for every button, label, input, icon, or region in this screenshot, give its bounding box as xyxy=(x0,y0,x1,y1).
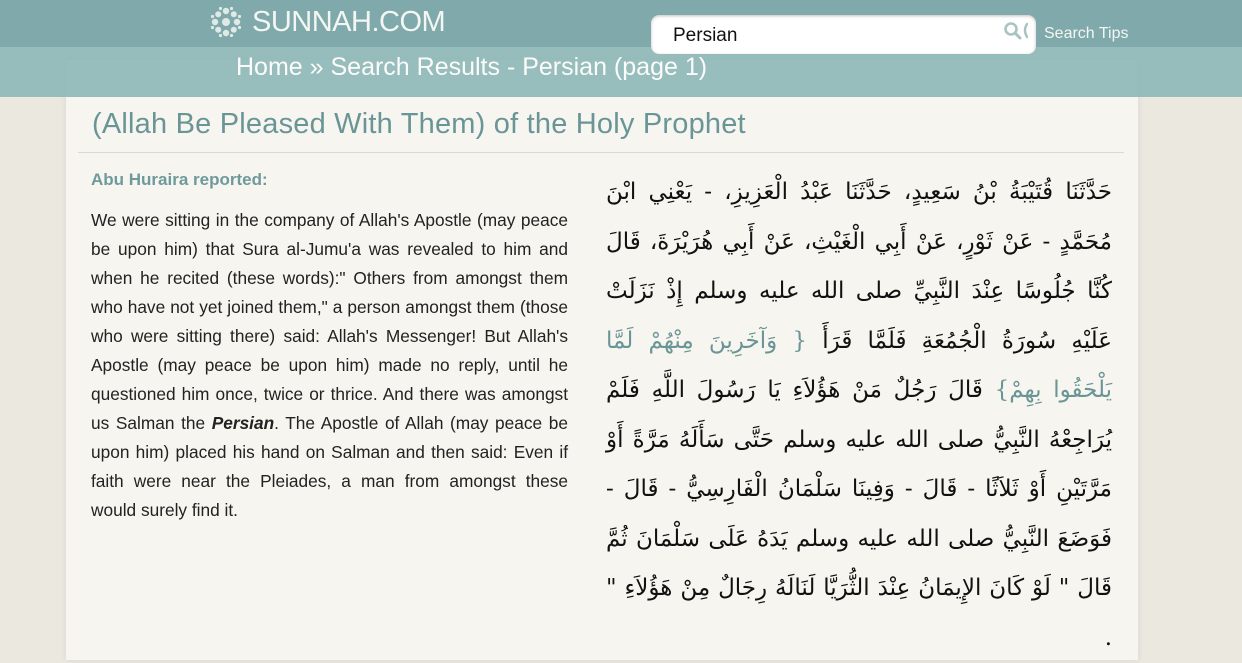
search-highlight: Persian xyxy=(211,413,275,433)
breadcrumb xyxy=(236,53,707,82)
hadith-narrator: Abu Huraira reported: xyxy=(91,170,268,189)
hadith-arabic-text xyxy=(606,168,1112,663)
breadcrumb-separator: » xyxy=(302,53,331,81)
site-header xyxy=(0,0,1242,97)
magnifier-icon[interactable] xyxy=(1000,21,1030,43)
search-tips-link[interactable]: Search Tips xyxy=(1044,25,1129,42)
chapter-title: (Allah Be Pleased With Them) of the Holy Prophet xyxy=(92,108,746,140)
breadcrumb-current: Search Results - Persian (page 1) xyxy=(330,53,708,81)
search-box xyxy=(651,15,1036,54)
ornament-logo-icon xyxy=(209,5,243,39)
english-text-end: . The Apostle of Allah (may peace be upon him) placed his hand on Salman and then said: Even if faith were near the Pleiades, a man from amongst these would surely find it. xyxy=(91,413,568,520)
arabic-text-end: قَالَ رَجُلٌ مَنْ هَؤُلاَءِ يَا رَسُولَ اللَّهِ فَلَمْ يُرَاجِعْهُ النَّبِيُّ صلى الله عليه وسلم حَتَّى سَأَلَهُ مَرَّةً أَوْ مَرَّتَيْنِ أَوْ ثَلاَثًا - قَالَ - وَفِينَا سَلْمَانُ الْفَارِسِيُّ - قَالَ - فَوَضَعَ النَّبِيُّ صلى الله عليه وسلم يَدَهُ عَلَى سَلْمَانَ ثُمَّ قَالَ " لَوْ كَانَ الإِيمَانُ عِنْدَ الثُّرَيَّا لَنَالَهُ رِجَالٌ مِنْ هَؤُلاَءِ " . xyxy=(606,377,1112,651)
quran-verse: { وَآخَرِينَ مِنْهُمْ لَمَّا يَلْحَقُوا بِهِمْ} xyxy=(606,327,1113,403)
site-logo[interactable] xyxy=(209,4,445,40)
search-input[interactable] xyxy=(673,25,983,47)
divider xyxy=(78,152,1124,153)
hadith-english-text xyxy=(91,206,568,525)
english-text-start: We were sitting in the company of Allah's Apostle (may peace be upon him) that Sura al-Jumu'a was revealed to him and when he recited (these words):" Others from amongst them who have not yet joined them," a person amongst them (those who were sitting there) said: Allah's Messenger! But Allah's Apostle (may peace be upon him) made no reply, until he questioned him once, twice or thrice. And there was amongst us Salman the xyxy=(91,210,568,433)
arabic-text-start: حَدَّثَنَا قُتَيْبَةُ بْنُ سَعِيدٍ، حَدَّثَنَا عَبْدُ الْعَزِيزِ، - يَعْنِي ابْنَ مُحَمَّدٍ - عَنْ ثَوْرٍ، عَنْ أَبِي الْغَيْثِ، عَنْ أَبِي هُرَيْرَةَ، قَالَ كُنَّا جُلُوسًا عِنْدَ النَّبِيِّ صلى الله عليه وسلم إِذْ نَزَلَتْ عَلَيْهِ سُورَةُ الْجُمُعَةِ فَلَمَّا قَرَأَ xyxy=(606,179,1112,354)
breadcrumb-home[interactable]: Home xyxy=(236,53,303,81)
site-name: SUNNAH.COM xyxy=(252,5,446,38)
